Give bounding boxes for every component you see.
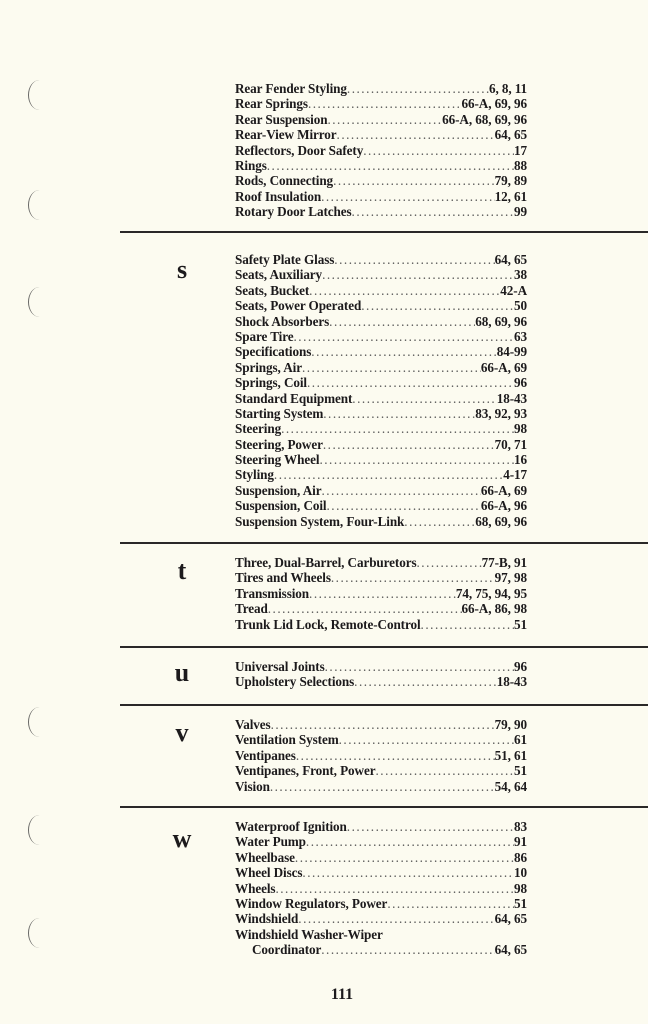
dot-leader: [363, 143, 514, 158]
dot-leader: [268, 601, 462, 616]
entry-pages: 99: [514, 204, 527, 220]
section-letter: w: [172, 824, 192, 853]
entry-term: Trunk Lid Lock, Remote-Control: [235, 616, 421, 632]
index-section: [235, 252, 527, 529]
dot-leader: [347, 81, 489, 96]
entry-term: Specifications: [235, 344, 312, 360]
index-entry: [235, 942, 527, 957]
index-entry: [235, 601, 527, 616]
dot-leader: [319, 452, 514, 467]
entry-term: Safety Plate Glass: [235, 252, 335, 267]
index-entry: [235, 360, 527, 375]
entry-pages: 63: [514, 328, 527, 344]
entry-term: Rings: [235, 157, 267, 173]
dot-leader: [347, 819, 514, 834]
index-entry: [235, 81, 527, 96]
entry-term: Starting System: [235, 405, 324, 421]
entry-term: Rear-View Mirror: [235, 127, 337, 143]
binder-hole: [28, 287, 51, 317]
entry-pages: 66-A, 69: [480, 482, 527, 498]
index-entry: [235, 437, 527, 452]
index-entry: [235, 173, 527, 188]
entry-term: Spare Tire: [235, 328, 294, 344]
dot-leader: [361, 298, 514, 313]
index-entry: [235, 127, 527, 142]
dot-leader: [329, 314, 475, 329]
section-divider: [120, 646, 648, 648]
dot-leader: [352, 204, 514, 219]
dot-leader: [322, 267, 514, 282]
entry-pages: 51: [514, 616, 527, 632]
dot-leader: [275, 881, 514, 896]
dot-leader: [267, 158, 514, 173]
dot-leader: [333, 173, 495, 188]
binder-hole: [28, 190, 51, 220]
entry-term: Window Regulators, Power: [235, 895, 388, 911]
index-entry: [235, 314, 527, 329]
entry-term: Wheels: [235, 880, 276, 896]
entry-pages: 88: [514, 157, 527, 173]
index-section: [235, 717, 527, 794]
index-entry: [235, 834, 527, 849]
entry-term: Coordinator: [252, 942, 322, 958]
entry-pages: 96: [514, 659, 527, 674]
entry-term: Windshield: [235, 911, 299, 927]
index-entry: [235, 927, 527, 942]
index-entry: [235, 748, 527, 763]
section-letter: v: [175, 718, 189, 747]
dot-leader: [271, 717, 495, 732]
dot-leader: [331, 570, 495, 585]
index-entry: [235, 406, 527, 421]
index-entry: [235, 452, 527, 467]
entry-pages: 98: [514, 421, 527, 437]
entry-pages: 66-A, 68, 69, 96: [442, 111, 527, 127]
entry-term: Seats, Bucket: [235, 282, 310, 298]
entry-pages: 12, 61: [494, 188, 527, 204]
entry-term: Wheelbase: [235, 849, 295, 865]
entry-term: Reflectors, Door Safety: [235, 142, 364, 158]
entry-pages: 91: [514, 834, 527, 850]
entry-pages: 17: [514, 142, 527, 158]
dot-leader: [421, 617, 514, 632]
entry-pages: 97, 98: [494, 570, 527, 586]
entry-pages: 66-A, 69, 96: [461, 96, 527, 112]
entry-term: Vision: [235, 778, 270, 794]
entry-term: Water Pump: [235, 834, 306, 850]
entry-term: Wheel Discs: [235, 865, 303, 881]
dot-leader: [334, 252, 494, 267]
entry-pages: 18-43: [496, 390, 527, 406]
dot-leader: [295, 850, 514, 865]
index-entry: [235, 819, 527, 834]
index-entry: [235, 375, 527, 390]
section-divider: [120, 542, 648, 544]
page-number: 111: [330, 986, 354, 1003]
binder-hole: [28, 80, 51, 110]
index-entry: [235, 329, 527, 344]
entry-term: Windshield Washer-Wiper: [235, 926, 383, 942]
entry-term: Valves: [235, 717, 271, 732]
entry-term: Seats, Auxiliary: [235, 267, 323, 283]
index-entry: [235, 283, 527, 298]
entry-term: Rods, Connecting: [235, 173, 334, 189]
entry-pages: 61: [514, 732, 527, 748]
index-entry: [235, 659, 527, 674]
index-entry: [235, 189, 527, 204]
index-entry: [235, 570, 527, 585]
entry-pages: 64, 65: [494, 252, 527, 267]
entry-term: Tread: [235, 601, 268, 617]
index-entry: [235, 674, 527, 689]
dot-leader: [293, 329, 514, 344]
entry-term: Universal Joints: [235, 659, 325, 674]
entry-term: Ventipanes: [235, 747, 296, 763]
entry-term: Springs, Coil: [235, 375, 307, 391]
index-entry: [235, 298, 527, 313]
entry-pages: 96: [514, 375, 527, 391]
index-entry: [235, 204, 527, 219]
entry-pages: 51: [514, 895, 527, 911]
dot-leader: [323, 437, 495, 452]
dot-leader: [352, 391, 496, 406]
entry-pages: 70, 71: [494, 436, 527, 452]
entry-term: Suspension, Air: [235, 482, 322, 498]
dot-leader: [321, 189, 495, 204]
entry-term: Rear Fender Styling: [235, 81, 347, 96]
dot-leader: [321, 483, 480, 498]
entry-pages: 68, 69, 96: [475, 313, 527, 329]
index-section: [235, 819, 527, 958]
index-section: [235, 555, 527, 632]
index-entry: [235, 252, 527, 267]
entry-pages: 64, 65: [494, 942, 527, 958]
dot-leader: [354, 674, 497, 689]
index-entry: [235, 911, 527, 926]
entry-pages: 98: [514, 880, 527, 896]
dot-leader: [296, 748, 495, 763]
index-entry: [235, 617, 527, 632]
dot-leader: [270, 779, 495, 794]
entry-pages: 10: [514, 865, 527, 881]
entry-pages: 77-B, 91: [481, 555, 527, 570]
entry-pages: 66-A, 86, 98: [461, 601, 527, 617]
dot-leader: [281, 421, 514, 436]
section-letter: u: [174, 658, 190, 687]
entry-pages: 4-17: [503, 467, 527, 483]
section-letter: t: [177, 556, 187, 585]
entry-pages: 64, 65: [494, 127, 527, 143]
entry-term: Rear Suspension: [235, 111, 328, 127]
entry-term: Upholstery Selections: [235, 674, 355, 690]
entry-pages: 83, 92, 93: [475, 405, 527, 421]
entry-term: Roof Insulation: [235, 188, 322, 204]
index-entry: [235, 586, 527, 601]
section-letter: s: [176, 255, 188, 284]
entry-pages: 66-A, 69: [480, 359, 527, 375]
dot-leader: [404, 514, 475, 529]
index-entry: [235, 421, 527, 436]
dot-leader: [327, 498, 481, 513]
dot-leader: [311, 344, 496, 359]
entry-term: Standard Equipment: [235, 390, 353, 406]
entry-term: Tires and Wheels: [235, 570, 331, 586]
index-entry: [235, 555, 527, 570]
entry-term: Waterproof Ignition: [235, 819, 347, 834]
section-divider: [120, 231, 648, 233]
entry-term: Ventipanes, Front, Power: [235, 763, 376, 779]
entry-pages: 38: [514, 267, 527, 283]
entry-pages: 79, 90: [494, 717, 527, 732]
entry-pages: 51: [514, 763, 527, 779]
entry-pages: 6, 8, 11: [488, 81, 527, 96]
entry-pages: 51, 61: [494, 747, 527, 763]
entry-pages: 84-99: [496, 344, 527, 360]
section-divider: [120, 704, 648, 706]
dot-leader: [306, 834, 514, 849]
entry-pages: 79, 89: [494, 173, 527, 189]
entry-term: Seats, Power Operated: [235, 298, 362, 314]
entry-term: Steering: [235, 421, 282, 437]
index-entry: [235, 881, 527, 896]
entry-term: Ventilation System: [235, 732, 339, 748]
entry-pages: 50: [514, 298, 527, 314]
dot-leader: [417, 555, 482, 570]
entry-pages: 66-A, 96: [480, 498, 527, 514]
index-entry: [235, 763, 527, 778]
dot-leader: [309, 283, 500, 298]
index-entry: [235, 143, 527, 158]
entry-term: Springs, Air: [235, 359, 302, 375]
entry-pages: 16: [514, 452, 527, 468]
entry-pages: 54, 64: [494, 778, 527, 794]
entry-pages: 64, 65: [494, 911, 527, 927]
dot-leader: [337, 127, 495, 142]
index-entry: [235, 112, 527, 127]
index-entry: [235, 717, 527, 732]
entry-pages: 86: [514, 849, 527, 865]
index-entry: [235, 514, 527, 529]
entry-term: Suspension, Coil: [235, 498, 327, 514]
entry-term: Rear Springs: [235, 96, 308, 112]
index-entry: [235, 267, 527, 282]
entry-pages: 74, 75, 94, 95: [455, 585, 527, 601]
index-entry: [235, 850, 527, 865]
dot-leader: [339, 732, 514, 747]
entry-term: Styling: [235, 467, 274, 483]
index-entry: [235, 344, 527, 359]
dot-leader: [302, 360, 481, 375]
entry-term: Three, Dual-Barrel, Carburetors: [235, 555, 417, 570]
dot-leader: [327, 112, 442, 127]
index-entry: [235, 498, 527, 513]
index-entry: [235, 483, 527, 498]
dot-leader: [321, 942, 494, 957]
binder-hole: [28, 707, 51, 737]
index-entry: [235, 865, 527, 880]
index-entry: [235, 896, 527, 911]
binder-hole: [28, 815, 51, 845]
index-entry: [235, 732, 527, 747]
index-entry: [235, 96, 527, 111]
dot-leader: [274, 467, 503, 482]
dot-leader: [302, 865, 514, 880]
entry-term: Shock Absorbers: [235, 313, 330, 329]
entry-pages: 68, 69, 96: [475, 513, 527, 529]
entry-term: Rotary Door Latches: [235, 204, 352, 220]
index-entry: [235, 467, 527, 482]
index-section: [235, 659, 527, 690]
index-entry: [235, 779, 527, 794]
dot-leader: [298, 911, 494, 926]
entry-pages: 42-A: [500, 282, 527, 298]
dot-leader: [323, 406, 475, 421]
dot-leader: [309, 586, 456, 601]
dot-leader: [308, 96, 462, 111]
entry-pages: 83: [514, 819, 527, 834]
binder-hole: [28, 918, 51, 948]
entry-term: Steering, Power: [235, 436, 323, 452]
dot-leader: [387, 896, 514, 911]
entry-term: Suspension System, Four-Link: [235, 513, 405, 529]
dot-leader: [375, 763, 514, 778]
index-entry: [235, 158, 527, 173]
index-entry: [235, 391, 527, 406]
entry-pages: 18-43: [496, 674, 527, 690]
dot-leader: [325, 659, 514, 674]
dot-leader: [307, 375, 514, 390]
index-section: [235, 81, 527, 220]
entry-term: Transmission: [235, 585, 310, 601]
entry-term: Steering Wheel: [235, 452, 320, 468]
section-divider: [120, 806, 648, 808]
